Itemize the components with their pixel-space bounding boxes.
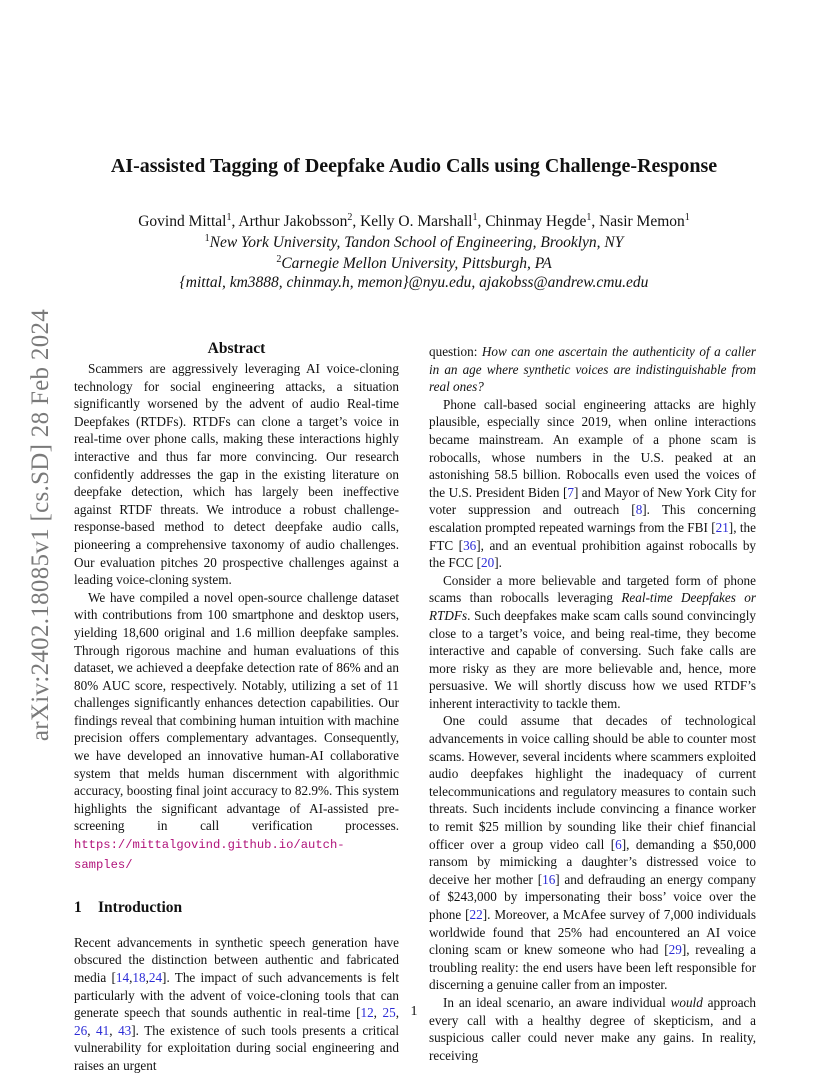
body-text: question:	[429, 344, 482, 359]
body-text: ], and an eventual prohibition against robocalls by the FCC [	[429, 537, 757, 571]
citation-link[interactable]: 36	[463, 537, 477, 553]
body-text: ]. The existence of such tools presents a critical vulnerability for exploitation during social engineering and raises an urgent	[74, 1022, 400, 1073]
arxiv-identifier: arXiv:2402.18085v1 [cs.SD] 28 Feb 2024	[27, 308, 55, 742]
body-text: ], the FTC [	[429, 519, 756, 553]
intro-paragraph: Recent advancements in synthetic speech generation have obscured the distinction between authentic and fabricated media [14,18,24]. The impact of such advancements is felt particularly with the advent of voice-cloning tools that can generate speech that sounds authentic in real-time [12, 25, 26, 41, 43]. The existence of such tools presents a critical vulnerability for exploitation during social engineering and raises an urgent	[74, 934, 400, 1073]
abstract-heading: Abstract	[207, 340, 266, 357]
emphasis-text: Real-time Deepfakes or RTDFs	[429, 590, 756, 623]
affiliation-text: Carnegie Mellon University, Pittsburgh, PA	[281, 255, 552, 273]
author-name: Govind Mittal	[138, 213, 227, 231]
author-name: Nasir Memon	[599, 213, 685, 231]
affiliation-1	[60, 233, 768, 252]
left-column	[74, 360, 399, 1075]
affiliation-mark: 2	[276, 254, 282, 265]
author-emails: {mittal, km3888, chinmay.h, memon}@nyu.edu, ajakobss@andrew.cmu.edu	[179, 274, 649, 291]
intro-paragraph	[429, 343, 756, 396]
citation-link[interactable]: 22	[469, 907, 483, 922]
body-text: ]. Moreover, a McAfee survey of 7,000 individuals worldwide found that 25% had encountered an AI voice cloning scam or knew someone who had [	[429, 907, 756, 958]
body-text: One could assume that decades of technological advancements in voice calling should be able to counter most scams. However, several incidents where scammers exploited audio deepfakes highlight the inadequacy of current telecommunications and regulatory measures to contain such threats. Such incidents include convincing a finance worker to remit $25 million by sounding like their chief financial officer over a group video call [	[429, 713, 756, 852]
citation-link[interactable]: 21	[715, 519, 729, 535]
body-text: In an ideal scenario, an aware individual	[443, 994, 671, 1010]
body-text: ].	[494, 555, 502, 571]
affiliation-2	[60, 254, 768, 273]
author-name: Kelly O. Marshall	[360, 213, 473, 231]
intro-paragraph	[429, 572, 756, 713]
body-text: ] and defrauding an energy company of $243,000 by impersonating their boss’ voice over the phone [	[429, 871, 756, 922]
intro-paragraph	[429, 396, 756, 572]
body-text: ], demanding a $50,000 ransom by mimicking a daughter’s distressed voice to deceive her mother [	[429, 836, 756, 887]
author-affiliation-mark: 2	[347, 212, 353, 223]
affiliation-mark: 1	[204, 233, 210, 244]
emphasis-text: would	[670, 994, 703, 1010]
paper-title: AI-assisted Tagging of Deepfake Audio Calls using Challenge-Response	[110, 155, 718, 177]
body-text: Recent advancements in synthetic speech generation have obscured the distinction between authentic and fabricated media [	[74, 934, 399, 985]
body-text: ], revealing a troubling reality: the end users have been left responsible for discerning a genuine caller from an imposter.	[429, 942, 756, 993]
section-title: Introduction	[98, 899, 183, 917]
citation-link[interactable]: 8	[635, 502, 643, 518]
body-text: ]. The impact of such advancements is felt particularly with the advent of voice-cloning tools that can generate speech that sounds authentic in real-time [	[74, 970, 399, 1021]
citation-link[interactable]: 12	[360, 1005, 374, 1021]
author-list: Govind Mittal$^1$, Arthur Jakobsson$^2$, Kelly O. Marshall$^1$, Chinmay Hegde$^1$, Nasir Memon$^1$	[138, 212, 690, 231]
dataset-link[interactable]: https://mittalgovind.github.io/autch-samples/	[74, 838, 345, 872]
body-text: Consider a more believable and targeted form of phone scams than robocalls leveraging	[429, 572, 756, 606]
body-text: Phone call-based social engineering attacks are highly plausible, especially since 2019, when online interactions became mainstream. An example of a phone scam is robocalls, whose numbers in the U.S. peaked at an astonishing 58.5 billion. Robocalls even used the voices of the U.S. President Biden [	[429, 396, 756, 500]
citation-link[interactable]: 26	[74, 1022, 88, 1038]
citation-link[interactable]: 24	[148, 970, 163, 985]
body-text: ]. This concerning escalation prompted repeated warnings from the FBI [	[429, 502, 756, 535]
citation-link[interactable]: 20	[481, 555, 495, 571]
section-number: 1	[74, 899, 82, 917]
citation-link[interactable]: 41	[96, 1022, 110, 1038]
citation-link[interactable]: 18	[132, 970, 146, 985]
affiliation-text: New York University, Tandon School of Engineering, Brooklyn, NY	[209, 234, 624, 252]
arxiv-sidebar	[24, 290, 58, 760]
citation-link[interactable]: 43	[118, 1022, 132, 1038]
author-affiliation-mark: 1	[586, 212, 592, 223]
author-affiliation-mark: 1	[472, 212, 478, 223]
author-name: Arthur Jakobsson	[238, 213, 348, 231]
abstract-paragraph: Scammers are aggressively leveraging AI voice-cloning technology for social engineering attacks, a situation significantly worsened by the advent of audio Real-time Deepfakes (RTDFs). RTDFs can clone a target’s voice in real-time over phone calls, making these interactions highly interactive and thus far more convincing. Our research confidently addresses the gap in the existing literature on deepfake detection, which has largely been ineffective against RTDF threats. We introduce a robust challenge-response-based method to detect deepfake audio calls, pioneering a comprehensive taxonomy of audio challenges. Our evaluation pitches 20 prospective challenges against a leading voice-cloning system.	[74, 361, 399, 588]
body-text: . Such deepfakes make scam calls sound convincingly close to a target’s voice, and being real-time, they become interactive and capable of conversing. Such fake calls are more risky as they are more believable and, hence, more persuasive. We will shortly discuss how we used RTDF’s inherent interactivity to tackle them.	[429, 607, 756, 711]
author-affiliation-mark: 1	[684, 212, 690, 223]
body-text: ] and Mayor of New York City for voter suppression and outreach [	[429, 484, 756, 518]
citation-link[interactable]: 6	[615, 836, 622, 852]
research-question: How can one ascertain the authenticity of a caller in an age where synthetic voices are indistinguishable from real ones?	[429, 344, 756, 395]
page-number: 1	[410, 1004, 418, 1019]
citation-link[interactable]: 14	[115, 970, 130, 985]
abstract-paragraph	[74, 589, 399, 875]
author-affiliation-mark: 1	[226, 212, 232, 223]
author-name: Chinmay Hegde	[485, 213, 587, 231]
abstract-text: We have compiled a novel open-source challenge dataset with contributions from 100 smartphone and desktop users, yielding 18,600 original and 1.6 million deepfake samples. Through rigorous machine and human evaluations of this dataset, we achieved a deepfake detection rate of 86% and an 80% AUC score, respectively. Notably, utilizing a set of 11 challenges significantly enhances detection capabilities. Our findings reveal that combining human intuition with machine precision offers complementary advantages. Consequently, we have developed an innovative human-AI collaborative system that melds human discernment with algorithmic accuracy, boosting final joint accuracy to 82.9%. This system highlights the significant advantage of AI-assisted pre-screening in call verification processes.	[74, 589, 399, 834]
citation-link[interactable]: 25	[382, 1005, 396, 1021]
body-text: approach every call with a healthy degree of skepticism, and a suspicious caller could never make any gains. In reality, receiving	[429, 994, 756, 1063]
right-column	[429, 343, 756, 1064]
section-heading	[74, 899, 399, 917]
citation-link[interactable]: 7	[567, 484, 574, 500]
citation-link[interactable]: 29	[668, 942, 682, 958]
intro-paragraph	[429, 712, 756, 994]
citation-link[interactable]: 16	[542, 871, 556, 887]
